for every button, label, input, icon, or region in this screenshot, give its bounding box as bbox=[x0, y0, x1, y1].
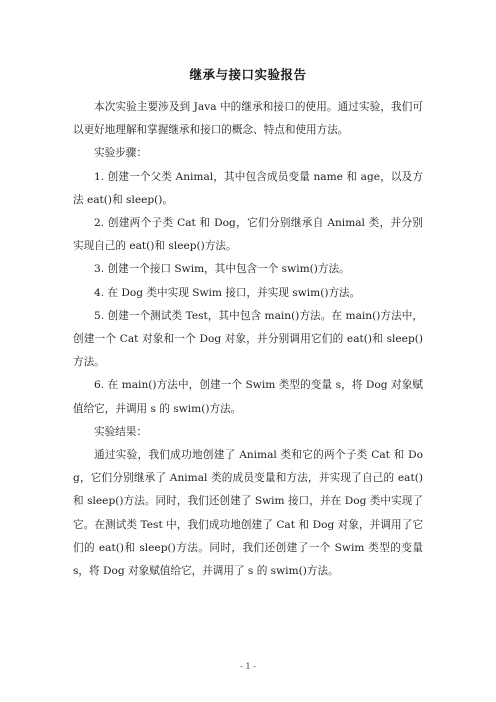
paragraph-step-4: 4. 在 Dog 类中实现 Swim 接口，并实现 swim()方法。 bbox=[94, 286, 361, 299]
paragraph-step-6: 6. 在 main()方法中，创建一个 Swim 类型的变量 s，将 Dog 对象赋值给它，并调用 s 的 swim()方法。 bbox=[73, 379, 423, 415]
paragraph-results: 通过实验，我们成功地创建了 Animal 类和它的两个子类 Cat 和 Dog，它们分别继承了 Animal 类的成员变量和方法，并实现了自己的 eat()和 sleep()方法。同时，我们还创建了 Swim 接口，并在 Dog 类中实现了它。在测试类 Test 中，我们成功地创建了 Cat 和 Dog 对象，并调用了它们的 eat()和 sleep()方法。同时，我们还创建了一个 Swim 类型的变量 s，将 Dog 对象赋值给它，并调用了 s 的 swim()方法。 bbox=[73, 449, 423, 578]
paragraph-step-1: 1. 创建一个父类 Animal，其中包含成员变量 name 和 age，以及方法 eat()和 sleep()。 bbox=[73, 170, 423, 206]
page-number: - 1 - bbox=[240, 662, 256, 671]
document-body bbox=[73, 96, 423, 583]
paragraph-step-5: 5. 创建一个测试类 Test，其中包含 main()方法。在 main()方法中，创建一个 Cat 对象和一个 Dog 对象，并分别调用它们的 eat()和 sleep()方法。 bbox=[73, 309, 423, 369]
document-title: 继承与接口实验报告 bbox=[189, 67, 307, 82]
paragraph-intro: 本次实验主要涉及到 Java 中的继承和接口的使用。通过实验，我们可以更好地理解和掌握继承和接口的概念、特点和使用方法。 bbox=[73, 101, 423, 137]
paragraph-steps-heading: 实验步骤： bbox=[94, 147, 147, 160]
paragraph-step-3: 3. 创建一个接口 Swim，其中包含一个 swim()方法。 bbox=[94, 263, 350, 276]
paragraph-results-heading: 实验结果： bbox=[94, 425, 147, 438]
paragraph-step-2: 2. 创建两个子类 Cat 和 Dog，它们分别继承自 Animal 类，并分别实现自己的 eat()和 sleep()方法。 bbox=[73, 217, 423, 253]
